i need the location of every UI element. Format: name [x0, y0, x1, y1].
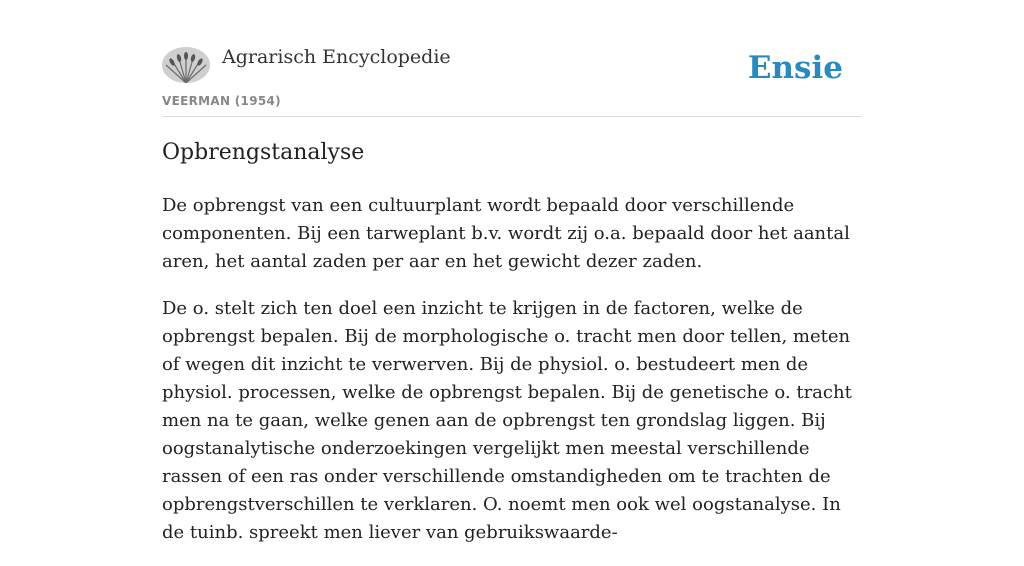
article-paragraph: De o. stelt zich ten doel een inzicht te krijgen in de factoren, welke de opbrengst bepalen. Bij de morphologische o. tracht men door tellen, meten of wegen dit inzicht te verwerven. Bij de physiol. o. bestudeert men de physiol. processen, welke de opbrengst bepalen. Bij de genetische o. tracht men na te gaan, welke genen aan de opbrengst ten grondslag liggen. Bij oogstanalytische onderzoekingen vergelijkt men meestal verschillende rassen of een ras onder verschillende omstandigheden om te trachten de opbrengstverschillen te verklaren. O. noemt men ook wel oogstanalyse. In de tuinb. spreekt men liever van gebruikswaarde-: [162, 298, 852, 543]
article-body: [162, 192, 867, 566]
source-author: VEERMAN (1954): [162, 94, 281, 108]
wheat-icon: [162, 47, 210, 83]
source-title[interactable]: Agrarisch Encyclopedie: [222, 46, 451, 68]
source-header: [162, 0, 862, 117]
article-page: [162, 0, 862, 543]
article-paragraph: De opbrengst van een cultuurplant wordt bepaald door verschillende componenten. Bij een tarweplant b.v. wordt zij o.a. bepaald door het aantal aren, het aantal zaden per aar en het gewicht dezer zaden.: [162, 195, 850, 272]
ensie-logo[interactable]: Ensie: [747, 50, 843, 86]
article-title: Opbrengstanalyse: [162, 140, 365, 165]
